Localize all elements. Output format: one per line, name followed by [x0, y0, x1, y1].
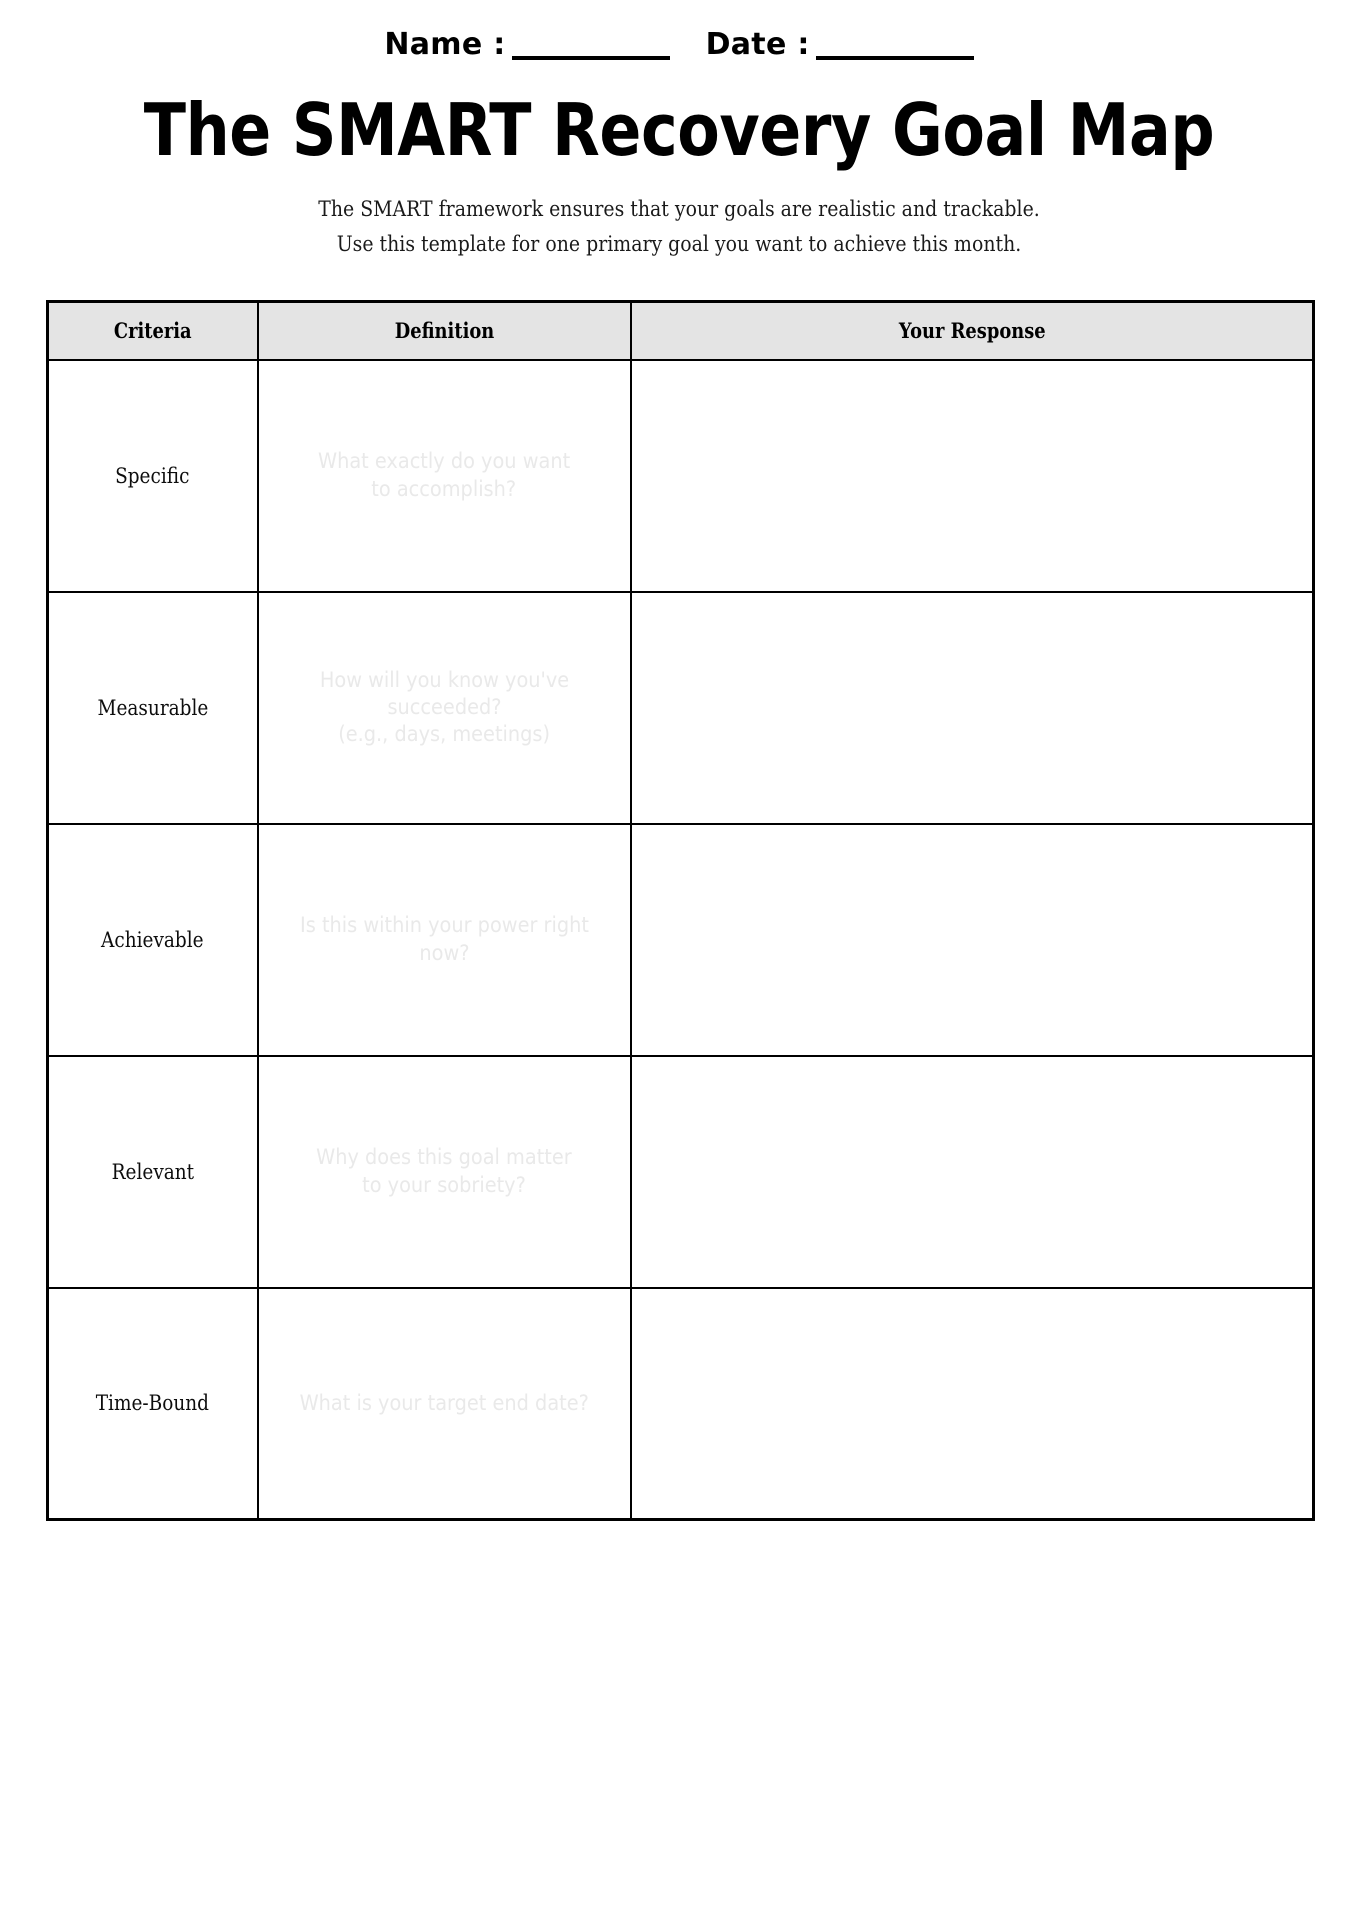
column-header-your-response [631, 301, 1314, 360]
date-write-in-line[interactable] [816, 30, 974, 60]
definition-cell-time-bound [258, 1288, 631, 1520]
definition-line-2: to your sobriety? [362, 1172, 526, 1197]
table-header-row [48, 301, 1314, 360]
definition-cell-relevant [258, 1056, 631, 1288]
definition-cell-specific [258, 360, 631, 592]
subtitle-line-2: Use this template for one primary goal you want to achieve this month. [336, 231, 1022, 256]
definition-line-1: What exactly do you want [317, 449, 571, 474]
definition-line-1: What is your target end date? [299, 1390, 589, 1415]
response-cell-measurable[interactable] [631, 592, 1314, 824]
criteria-label: Achievable [101, 927, 205, 952]
page-title: The SMART Recovery Goal Map [143, 88, 1215, 172]
criteria-cell-relevant [48, 1056, 258, 1288]
column-header-criteria [48, 301, 258, 360]
column-header-your-response-label: Your Response [898, 318, 1046, 344]
page-subtitle [68, 192, 1290, 261]
criteria-cell-achievable [48, 824, 258, 1056]
table-row [48, 824, 1314, 1056]
table-row [48, 360, 1314, 592]
date-field-group [705, 27, 974, 62]
name-date-header [0, 0, 1358, 60]
column-header-criteria-label: Criteria [113, 318, 192, 344]
response-cell-relevant[interactable] [631, 1056, 1314, 1288]
name-field-group [384, 27, 669, 62]
criteria-label: Measurable [97, 695, 209, 720]
definition-line-1: Is this within your power right now? [299, 913, 589, 965]
table-row [48, 592, 1314, 824]
response-cell-achievable[interactable] [631, 824, 1314, 1056]
date-label: Date : [705, 27, 810, 62]
definition-line-1: How will you know you've succeeded? [319, 667, 569, 719]
column-header-definition [258, 301, 631, 360]
response-cell-specific[interactable] [631, 360, 1314, 592]
criteria-cell-time-bound [48, 1288, 258, 1520]
table-row [48, 1288, 1314, 1520]
smart-goal-table [46, 300, 1315, 1522]
table-row [48, 1056, 1314, 1288]
definition-line-1: Why does this goal matter [316, 1145, 572, 1170]
name-write-in-line[interactable] [512, 30, 670, 60]
criteria-cell-specific [48, 360, 258, 592]
name-label: Name : [384, 27, 506, 62]
definition-cell-measurable [258, 592, 631, 824]
smart-goal-table-wrapper [46, 300, 1312, 1522]
response-cell-time-bound[interactable] [631, 1288, 1314, 1520]
criteria-label: Specific [115, 463, 190, 488]
definition-line-2: to accomplish? [371, 476, 517, 501]
criteria-label: Time-Bound [96, 1391, 210, 1416]
subtitle-line-1: The SMART framework ensures that your goals are realistic and trackable. [318, 197, 1040, 222]
column-header-definition-label: Definition [394, 318, 494, 344]
definition-cell-achievable [258, 824, 631, 1056]
criteria-label: Relevant [111, 1159, 194, 1184]
criteria-cell-measurable [48, 592, 258, 824]
definition-line-2: (e.g., days, meetings) [338, 722, 550, 747]
